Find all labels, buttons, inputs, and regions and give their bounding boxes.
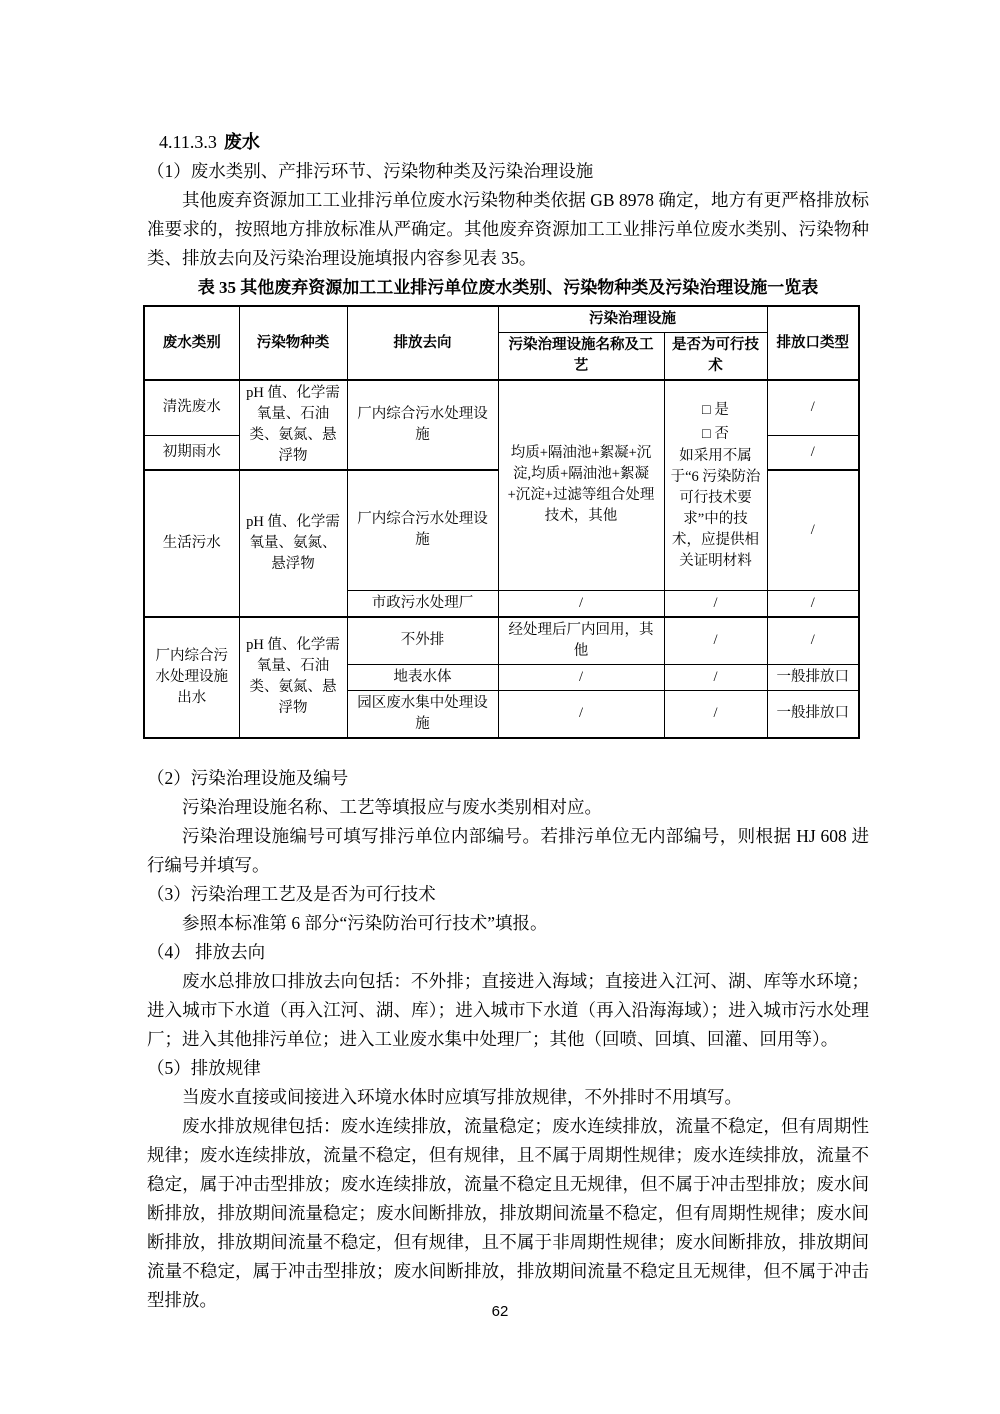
cell-feasible-tech: / <box>664 664 767 690</box>
item1-label: （1）废水类别、产排污环节、污染物种类及污染治理设施 <box>147 161 594 181</box>
cell-facility-process: / <box>498 590 664 617</box>
cell-destination: 厂内综合污水处理设施 <box>347 380 498 470</box>
cell-wastewater-type: 清洗废水 <box>144 380 239 435</box>
cell-outlet-type: 一般排放口 <box>767 664 859 690</box>
item2-paragraph-2: 污染治理设施编号可填写排污单位内部编号。若排污单位无内部编号，则根据 HJ 608 进行编号并填写。 <box>147 826 869 875</box>
checkbox-yes: □ 是 <box>702 402 729 419</box>
item5-paragraph-1: 当废水直接或间接进入环境水体时应填写排放规律，不外排时不用填写。 <box>182 1087 742 1107</box>
cell-facility-process: / <box>498 664 664 690</box>
cell-feasible-tech <box>664 380 767 590</box>
cell-destination: 地表水体 <box>347 664 498 690</box>
item4-label: （4） 排放去向 <box>147 942 266 962</box>
cell-outlet-type: 一般排放口 <box>767 690 859 738</box>
cell-pollutants: pH 值、化学需氧量、氨氮、悬浮物 <box>239 470 347 617</box>
item3-paragraph: 参照本标准第 6 部分“污染防治可行技术”填报。 <box>182 913 548 933</box>
cell-destination: 厂内综合污水处理设施 <box>347 470 498 590</box>
col-header-pollutant-type: 污染物种类 <box>239 306 347 380</box>
table-35-wastewater <box>143 305 860 739</box>
section-heading <box>147 128 869 157</box>
item4-paragraph: 废水总排放口排放去向包括：不外排；直接进入海域；直接进入江河、湖、库等水环境；进入城市下水道（再入江河、湖、库）；进入城市下水道（再入沿海海域）；进入城市污水处理厂；进入其他排污单位；进入工业废水集中处理厂；其他（回喷、回填、回灌、回用等）。 <box>147 971 869 1049</box>
cell-outlet-type: / <box>767 470 859 590</box>
item5-label: （5）排放规律 <box>147 1058 261 1078</box>
cell-outlet-type: / <box>767 617 859 665</box>
page-content <box>147 128 869 1315</box>
item2-label: （2）污染治理设施及编号 <box>147 768 349 788</box>
cell-feasible-tech: / <box>664 690 767 738</box>
col-header-is-feasible-tech: 是否为可行技术 <box>664 333 767 381</box>
col-header-facility-name-process: 污染治理设施名称及工艺 <box>498 333 664 381</box>
col-header-treatment-facility: 污染治理设施 <box>498 306 767 333</box>
cell-outlet-type: / <box>767 590 859 617</box>
item5-paragraph-2: 废水排放规律包括：废水连续排放，流量稳定；废水连续排放，流量不稳定，但有周期性规律；废水连续排放，流量不稳定，但有规律，且不属于周期性规律；废水连续排放，流量不稳定，属于冲击型排放；废水连续排放，流量不稳定且无规律，但不属于冲击型排放；废水间断排放，排放期间流量稳定；废水间断排放，排放期间流量不稳定，但有周期性规律；废水间断排放，排放期间流量不稳定，但有规律，且不属于非周期性规律；废水间断排放，排放期间流量不稳定，属于冲击型排放；废水间断排放，排放期间流量不稳定且无规律，但不属于冲击型排放。 <box>147 1116 869 1310</box>
checkbox-no: □ 否 <box>702 426 729 443</box>
table-caption: 表 35 其他废弃资源加工工业排污单位废水类别、污染物种类及污染治理设施一览表 <box>197 278 819 297</box>
cell-pollutants: pH 值、化学需氧量、石油类、氨氮、悬浮物 <box>239 380 347 470</box>
cell-facility-process: 均质+隔油池+絮凝+沉淀,均质+隔油池+絮凝+沉淀+过滤等组合处理技术，其他 <box>498 380 664 590</box>
cell-feasible-tech: / <box>664 590 767 617</box>
item3-label: （3）污染治理工艺及是否为可行技术 <box>147 884 436 904</box>
cell-facility-process: / <box>498 690 664 738</box>
page-number: 62 <box>491 1303 509 1320</box>
cell-wastewater-type: 生活污水 <box>144 470 239 617</box>
cell-facility-process: 经处理后厂内回用，其他 <box>498 617 664 665</box>
table-row <box>144 617 859 665</box>
cell-outlet-type: / <box>767 435 859 470</box>
col-header-outlet-type: 排放口类型 <box>767 306 859 380</box>
feasible-note: 如采用不属于“6 污染防治可行技术要求”中的技术，应提供相关证明材料 <box>670 448 761 570</box>
cell-destination: 不外排 <box>347 617 498 665</box>
item1-paragraph: 其他废弃资源加工工业排污单位废水污染物种类依据 GB 8978 确定，地方有更严格排放标准要求的，按照地方排放标准从严确定。其他废弃资源加工工业排污单位废水类别、污染物种类、排放去向及污染治理设施填报内容参见表 35。 <box>147 190 869 268</box>
cell-destination: 园区废水集中处理设施 <box>347 690 498 738</box>
cell-pollutants: pH 值、化学需氧量、石油类、氨氮、悬浮物 <box>239 617 347 739</box>
cell-outlet-type: / <box>767 380 859 435</box>
col-header-discharge-destination: 排放去向 <box>347 306 498 380</box>
cell-wastewater-type: 初期雨水 <box>144 435 239 470</box>
table-row <box>144 380 859 435</box>
col-header-wastewater-type: 废水类别 <box>144 306 239 380</box>
cell-feasible-tech: / <box>664 617 767 665</box>
item2-paragraph-1: 污染治理设施名称、工艺等填报应与废水类别相对应。 <box>182 797 602 817</box>
section-number: 4.11.3.3 <box>159 132 217 152</box>
cell-destination: 市政污水处理厂 <box>347 590 498 617</box>
cell-wastewater-type: 厂内综合污水处理设施出水 <box>144 617 239 739</box>
section-title: 废水 <box>223 132 260 152</box>
